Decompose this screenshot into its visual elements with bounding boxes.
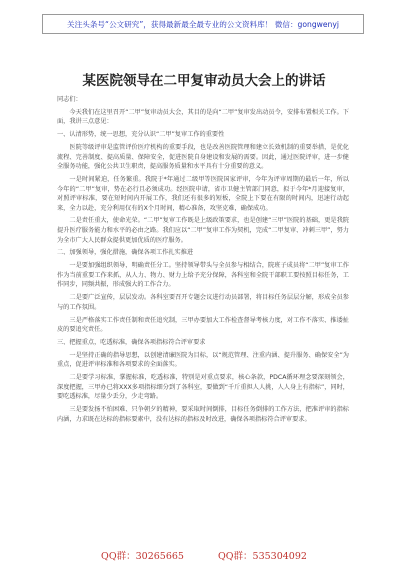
body-paragraph: 二是要广泛宣传，层层发动。各科室要召开专题会议进行动员部署，将目标任务层层分解，形成全员参与的工作氛围。 [57, 294, 349, 311]
body-paragraph: 一是时间紧迫，任务繁重。我院于*年通过二级甲等医院国家评审，今年为评审周期的最后一年，所以今年的“二甲”复审，势在必行且必须成功。经医院申请，省市卫健主管部门同意，拟于今年*月迎接复审，对照评审标准，要在短时间内开展工作，我们还有很多的短板，全院上下要在有限的时间内，迅速行动起来，全力以赴，充分利用仅有的X个月时间，精心准备，攻坚克难，确保成功。 [57, 175, 349, 212]
section-heading: 一、认清形势，统一思想，充分认识“二甲”复审工作的重要性 [57, 131, 225, 139]
document-title: 某医院领导在二甲复审动员大会上的讲话 [82, 73, 326, 89]
document-body [57, 95, 349, 427]
body-paragraph: 二是责任重大，使命光荣。“二甲”复审工作既是上级政策要求，也是创建“三甲”医院的基础，更是我院提升医疗服务能力和水平的必由之路。我们应以“二甲”复审工作为契机，完成“二甲复审、冲刺三甲”，努力为全市广大人民群众提供更加优质的医疗服务。 [57, 217, 349, 244]
section-heading: 同志们： [57, 96, 82, 103]
promo-banner: 关注头条号“公文研究”，获得最新最全最专业的公文资料库！ 微信：gongwenyj [42, 14, 364, 34]
body-paragraph: 二是要学习标准，掌握标准，吃透标准，特别是对重点要求，核心条款，PDCA循环理念要深刻领会，深度把握，三甲办已将XXX多项指标细分到了各科室，要做到“千斤重担人人挑，人人身上有指标”，同时，要吃透标准，尽量少丢分，少走弯路。 [57, 374, 349, 401]
footer-qq-group-2: QQ群：535304092 [217, 551, 307, 562]
section-heading: 二、加强领导，强化措施，确保各项工作扎实推进 [57, 249, 194, 257]
body-paragraph: 医院等级评审是监管评价医疗机构的重要手段，也是改善医院管理和建立长效机制的重要举措，是优化流程、完善制度、提高质量、保障安全，促进医院自身建设和发展的需要。因此，通过医院评审，进一步健全服务功能，强化公共卫生职责，提高服务质量和水平具有十分重要的意义。 [57, 143, 349, 171]
body-paragraph: 三是严格落实工作责任制和责任追究制，三甲办要加大工作检查督导考核力度，对工作不落实、推诿扯皮的要追究责任。 [57, 316, 349, 334]
body-paragraph: 一是要加强组织领导，明确责任分工。坚持领导带头与全员参与相结合，院班子成员将“二甲”复审工作作为当前重要工作来抓，从人力、物力、财力上给予充分保障，各科室和全院干部职工要按照目标任务，工作同步，同频共振，形成强大的工作合力。 [57, 262, 349, 289]
body-paragraph: 三是要发扬不怕困难、只争朝夕的精神，要采取时间倒排，目标任务倒排的工作方法，把准评审的指标内涵，力求既在达标的指标要素中，没有达标的指标及时改进，确保各项指标符合评审要求。 [57, 406, 349, 423]
footer [0, 548, 408, 562]
body-paragraph: 今天我们在这里召开“二甲”复审动员大会，其目的是向“二甲”复审发出动员令，安排布置相关工作。下面，我讲三点意见： [57, 108, 349, 126]
section-heading: 三、把握重点，吃透标准，确保各项指标符合评审要求 [57, 338, 206, 346]
footer-qq-group-1: QQ群：30265665 [101, 551, 184, 562]
body-paragraph: 一是坚持正确的指导思想，以创建清廉医院为目标，以“规范管理、注重内涵、提升服务、确保安全”为重点，促进评审标准和各项要求的全面落实。 [57, 351, 349, 369]
